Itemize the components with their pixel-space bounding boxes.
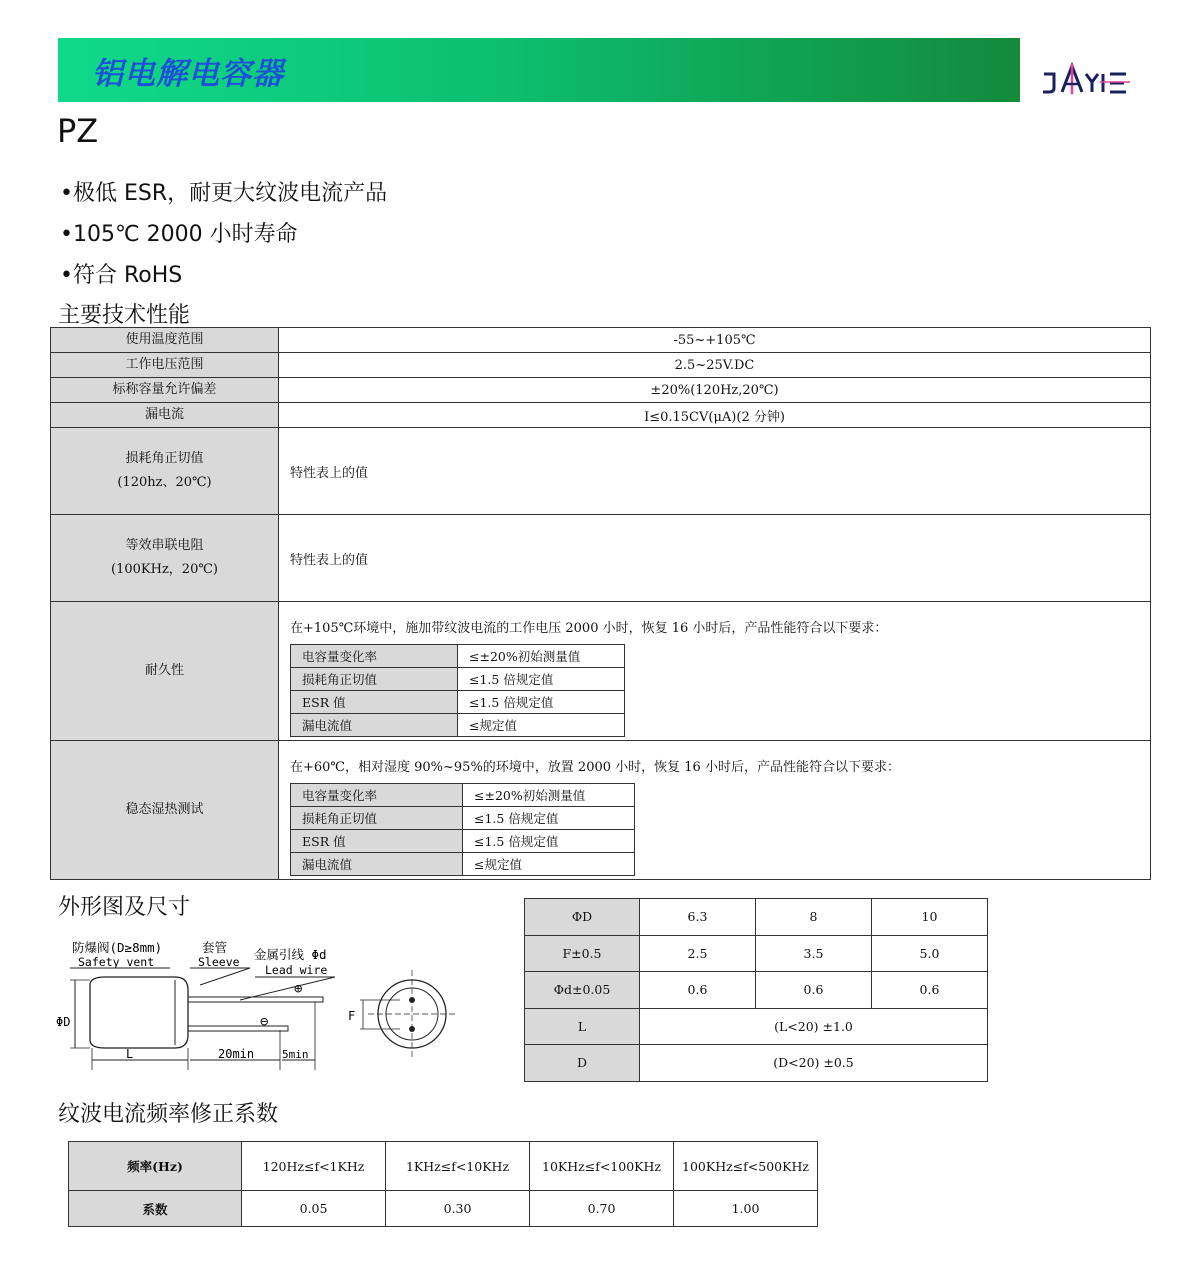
page-title: 铝电解电容器 — [92, 56, 284, 92]
length-L-label: L — [126, 1047, 134, 1061]
spec-label-endurance: 耐久性 — [51, 602, 279, 741]
spec-value-tan: 特性表上的值 — [279, 428, 1151, 515]
section-title-specs: 主要技术性能 — [58, 303, 191, 328]
ripple-freq: 120Hz≤f<1KHz — [242, 1142, 386, 1191]
spec-label-temp: 使用温度范围 — [51, 328, 279, 353]
ripple-coef: 1.00 — [674, 1191, 818, 1227]
humidity-key: 损耗角正切值 — [291, 807, 463, 830]
section-title-outline: 外形图及尺寸 — [58, 895, 191, 920]
spec-label-leakage: 漏电流 — [51, 403, 279, 428]
ripple-coef: 0.30 — [386, 1191, 530, 1227]
spec-value-temp: -55~+105℃ — [279, 328, 1151, 353]
humidity-val: ≤1.5 倍规定值 — [463, 830, 635, 853]
spec-value-leakage: I≤0.15CV(μA)(2 分钟) — [279, 403, 1151, 428]
humidity-val: ≤1.5 倍规定值 — [463, 807, 635, 830]
humidity-val: ≤±20%初始测量值 — [463, 784, 635, 807]
spec-label-tolerance: 标称容量允许偏差 — [51, 378, 279, 403]
dim-cell: 5.0 — [872, 935, 988, 972]
endurance-key: 漏电流值 — [291, 714, 458, 737]
dim-cell-D: (D<20) ±0.5 — [640, 1045, 988, 1082]
ripple-freq: 1KHz≤f<10KHz — [386, 1142, 530, 1191]
ripple-coef: 0.05 — [242, 1191, 386, 1227]
humidity-key: 漏电流值 — [291, 853, 463, 876]
ripple-freq: 100KHz≤f<500KHz — [674, 1142, 818, 1191]
humidity-text: 在+60℃，相对湿度 90%~95%的环境中，放置 2000 小时，恢复 16 小时后，产品性能符合以下要求： — [290, 760, 900, 775]
endurance-key: ESR 值 — [291, 691, 458, 714]
endurance-val: ≤规定值 — [458, 714, 625, 737]
endurance-key: 损耗角正切值 — [291, 668, 458, 691]
endurance-key: 电容量变化率 — [291, 645, 458, 668]
endurance-val: ≤1.5 倍规定值 — [458, 691, 625, 714]
lead-label-cn: 金属引线 Φd — [254, 947, 327, 962]
spec-label-humidity: 稳态湿热测试 — [51, 741, 279, 880]
spec-label-tan-main: 损耗角正切值 — [125, 451, 204, 466]
vent-label-en: Safety vent — [78, 955, 155, 969]
spec-label-tan-cond: (120hz、20℃) — [117, 475, 212, 490]
spec-value-endurance — [279, 602, 1151, 741]
spec-label-esr-main: 等效串联电阻 — [125, 538, 204, 553]
dim-cell: 0.6 — [872, 972, 988, 1009]
dim-header-cell: 8 — [756, 899, 872, 936]
vent-label-cn: 防爆阀(D≥8mm) — [72, 940, 163, 955]
endurance-table — [290, 644, 625, 737]
spec-value-voltage: 2.5~25V.DC — [279, 353, 1151, 378]
humidity-key: 电容量变化率 — [291, 784, 463, 807]
dim-header-cell: 10 — [872, 899, 988, 936]
length-20min-label: 20min — [218, 1047, 255, 1061]
feature-2: •105℃ 2000 小时寿命 — [60, 222, 298, 247]
spec-value-tolerance: ±20%(120Hz,20℃) — [279, 378, 1151, 403]
ripple-freq-label: 频率(Hz) — [69, 1142, 242, 1191]
humidity-val: ≤规定值 — [463, 853, 635, 876]
dim-cell: 0.6 — [640, 972, 756, 1009]
feature-3: •符合 RoHS — [60, 263, 183, 288]
minus-icon: ⊖ — [260, 1014, 269, 1030]
dim-row-label-D: D — [525, 1045, 640, 1082]
length-5min-label: 5min — [282, 1048, 309, 1061]
dim-header-cell: 6.3 — [640, 899, 756, 936]
ripple-coef: 0.70 — [530, 1191, 674, 1227]
dim-row-label: Φd±0.05 — [525, 972, 640, 1009]
humidity-table — [290, 783, 635, 876]
spec-label-esr — [51, 515, 279, 602]
dimension-table — [524, 898, 988, 1082]
spec-table — [50, 327, 1151, 880]
dim-cell-L: (L<20) ±1.0 — [640, 1008, 988, 1045]
sleeve-label-cn: 套管 — [202, 940, 228, 955]
phiD-label: ΦD — [56, 1015, 71, 1029]
dim-cell: 2.5 — [640, 935, 756, 972]
series-name: PZ — [57, 112, 99, 150]
spec-value-esr: 特性表上的值 — [279, 515, 1151, 602]
spacing-F-label: F — [348, 1009, 356, 1023]
endurance-val: ≤±20%初始测量值 — [458, 645, 625, 668]
humidity-key: ESR 值 — [291, 830, 463, 853]
spec-value-humidity — [279, 741, 1151, 880]
feature-1: •极低 ESR，耐更大纹波电流产品 — [60, 181, 388, 206]
dim-cell: 3.5 — [756, 935, 872, 972]
lead-label-en: Lead wire — [265, 963, 328, 977]
endurance-val: ≤1.5 倍规定值 — [458, 668, 625, 691]
sleeve-label-en: Sleeve — [198, 955, 240, 969]
ripple-freq: 10KHz≤f<100KHz — [530, 1142, 674, 1191]
dim-header-phiD: ΦD — [525, 899, 640, 936]
dim-cell: 0.6 — [756, 972, 872, 1009]
spec-label-esr-cond: (100KHz，20℃) — [111, 562, 218, 577]
endurance-text: 在+105℃环境中，施加带纹波电流的工作电压 2000 小时，恢复 16 小时后，产品性能符合以下要求： — [290, 621, 888, 636]
ripple-table — [68, 1141, 818, 1227]
spec-label-voltage: 工作电压范围 — [51, 353, 279, 378]
dim-row-label: F±0.5 — [525, 935, 640, 972]
section-title-ripple: 纹波电流频率修正系数 — [58, 1102, 279, 1127]
plus-icon: ⊕ — [294, 981, 303, 997]
dim-row-label-L: L — [525, 1008, 640, 1045]
ripple-coef-label: 系数 — [69, 1191, 242, 1227]
outline-drawing — [50, 930, 470, 1080]
brand-logo — [1040, 62, 1132, 96]
spec-label-tan — [51, 428, 279, 515]
